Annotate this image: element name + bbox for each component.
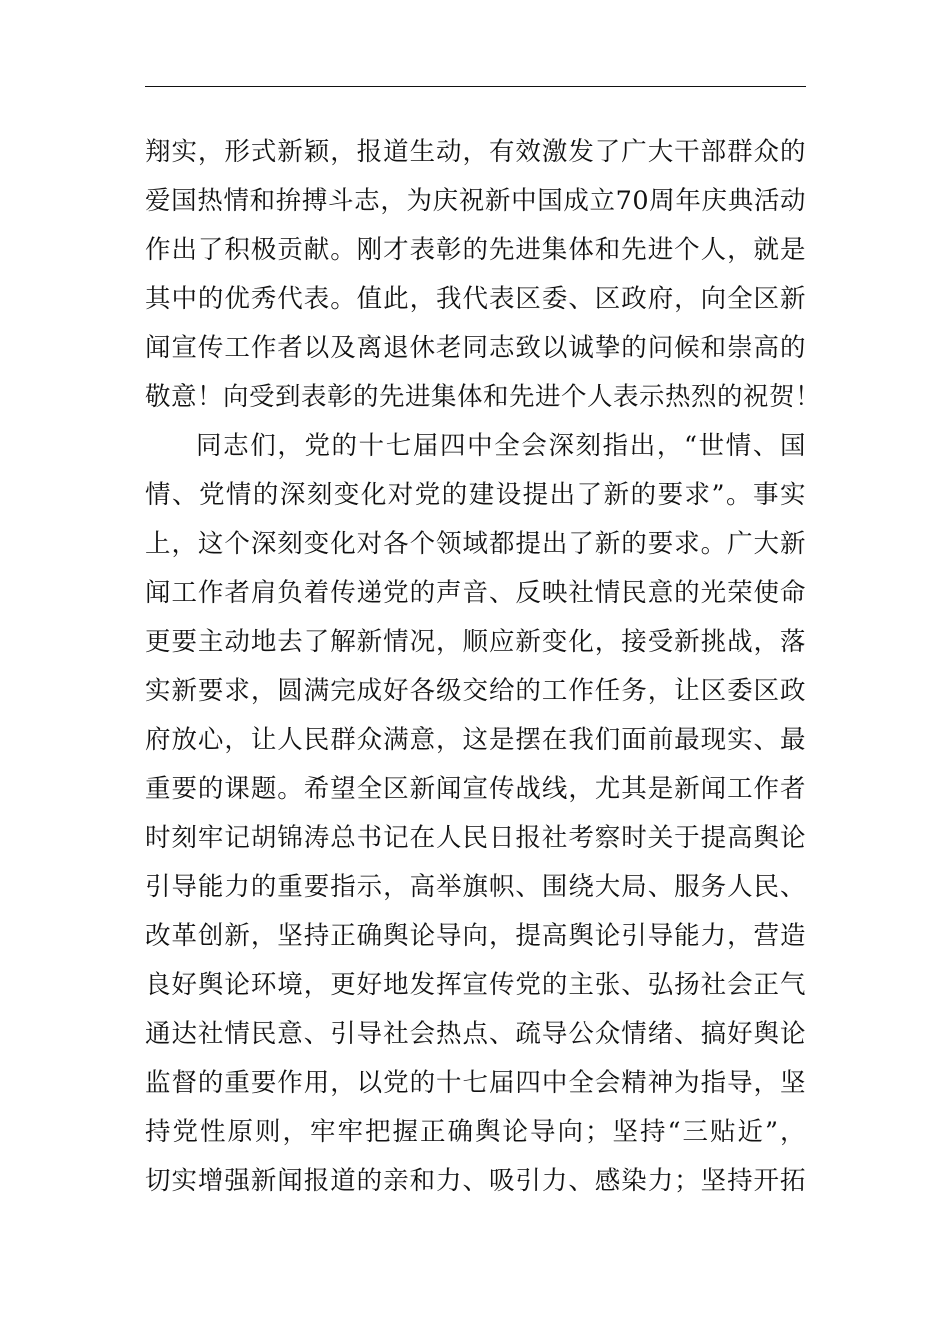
text-line: 切实增强新闻报道的亲和力、吸引力、感染力；坚持开拓 [145, 1166, 806, 1196]
body-text [145, 128, 822, 1206]
paragraph-first-line: 同志们，党的十七届四中全会深刻指出，“世情、国 [196, 431, 806, 461]
text-line: 改革创新，坚持正确舆论导向，提高舆论引导能力，营造 [145, 921, 806, 951]
text-line: 更要主动地去了解新情况，顺应新变化，接受新挑战，落 [145, 627, 806, 657]
text-line: 上，这个深刻变化对各个领域都提出了新的要求。广大新 [145, 529, 806, 559]
text-line: 府放心，让人民群众满意，这是摆在我们面前最现实、最 [145, 725, 806, 755]
text-line: 情、党情的深刻变化对党的建设提出了新的要求”。事实 [145, 480, 806, 510]
text-line: 闻宣传工作者以及离退休老同志致以诚挚的问候和崇高的 [145, 333, 806, 363]
text-line: 实新要求，圆满完成好各级交给的工作任务，让区委区政 [145, 676, 806, 706]
text-line: 爱国热情和拚搏斗志，为庆祝新中国成立70周年庆典活动 [145, 186, 806, 216]
text-line: 良好舆论环境，更好地发挥宣传党的主张、弘扬社会正气 [145, 970, 806, 1000]
text-line: 敬意！向受到表彰的先进集体和先进个人表示热烈的祝贺！ [145, 382, 822, 412]
text-line: 其中的优秀代表。值此，我代表区委、区政府，向全区新 [145, 284, 806, 314]
text-line: 重要的课题。希望全区新闻宣传战线，尤其是新闻工作者 [145, 774, 806, 804]
text-line: 通达社情民意、引导社会热点、疏导公众情绪、搞好舆论 [145, 1019, 806, 1049]
text-line: 监督的重要作用，以党的十七届四中全会精神为指导，坚 [145, 1068, 806, 1098]
text-line: 时刻牢记胡锦涛总书记在人民日报社考察时关于提高舆论 [145, 823, 806, 853]
text-line: 引导能力的重要指示，高举旗帜、围绕大局、服务人民、 [145, 872, 806, 902]
text-line: 作出了积极贡献。刚才表彰的先进集体和先进个人，就是 [145, 235, 806, 265]
text-line: 闻工作者肩负着传递党的声音、反映社情民意的光荣使命 [145, 578, 806, 608]
header-rule [145, 86, 806, 87]
text-line: 持党性原则，牢牢把握正确舆论导向；坚持“三贴近”， [145, 1117, 806, 1147]
text-line: 翔实，形式新颖，报道生动，有效激发了广大干部群众的 [145, 137, 806, 167]
